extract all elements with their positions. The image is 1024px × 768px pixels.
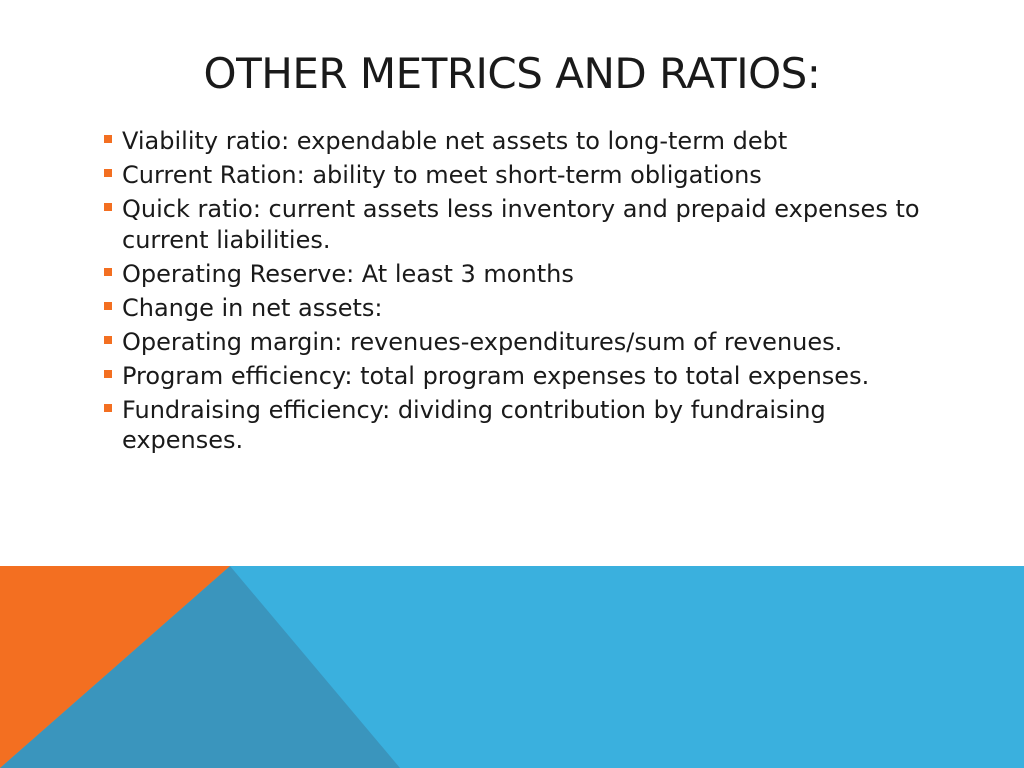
- bullet-text: Current Ration: ability to meet short-term obligations: [122, 161, 762, 189]
- bullet-item: [104, 395, 944, 456]
- bullet-item: [104, 259, 944, 290]
- square-bullet-icon: [104, 404, 112, 412]
- bullet-text: Program efficiency: total program expenses to total expenses.: [122, 361, 870, 390]
- bullet-text: Operating Reserve: At least 3 months: [122, 259, 574, 288]
- bullet-text: Viability ratio: expendable net assets to long-term debt: [122, 127, 788, 155]
- square-bullet-icon: [104, 336, 112, 344]
- bullet-text: Fundraising efficiency: dividing contribution by fundraising expenses.: [122, 395, 826, 454]
- bullet-text: Change in net assets:: [122, 293, 383, 322]
- bullet-text: Quick ratio: current assets less inventory and prepaid expenses to current liabilities.: [122, 195, 920, 254]
- bullet-item: [104, 160, 944, 191]
- slide-title: OTHER METRICS AND RATIOS:: [203, 49, 821, 98]
- square-bullet-icon: [104, 135, 112, 143]
- bullet-item: [104, 126, 944, 157]
- decorative-footer-band: [0, 566, 1024, 768]
- bullet-list: [104, 126, 944, 459]
- square-bullet-icon: [104, 268, 112, 276]
- bullet-item: [104, 194, 944, 255]
- square-bullet-icon: [104, 203, 112, 211]
- bullet-item: [104, 327, 944, 358]
- bullet-text: Operating margin: revenues-expenditures/sum of revenues.: [122, 327, 843, 356]
- square-bullet-icon: [104, 302, 112, 310]
- footer-shapes: [0, 566, 1024, 768]
- square-bullet-icon: [104, 370, 112, 378]
- bullet-item: [104, 361, 944, 392]
- square-bullet-icon: [104, 169, 112, 177]
- bullet-item: [104, 293, 944, 324]
